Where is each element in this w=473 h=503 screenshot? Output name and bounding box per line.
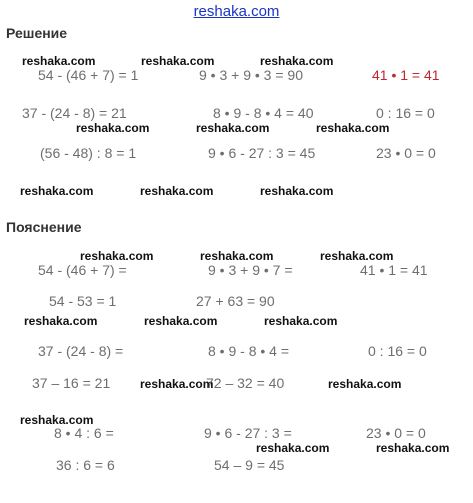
solution-equation: 9 • 6 - 27 : 3 = 45 [208, 145, 316, 161]
explanation-equation: 54 – 9 = 45 [214, 457, 285, 473]
solution-heading: Решение [6, 25, 68, 41]
explanation-equation: 37 - (24 - 8) = [38, 343, 124, 359]
solution-equation: 8 • 9 - 8 • 4 = 40 [213, 105, 314, 121]
watermark: reshaka.com [140, 377, 214, 391]
watermark: reshaka.com [144, 314, 218, 328]
watermark: reshaka.com [20, 184, 94, 198]
solution-equation: 0 : 16 = 0 [376, 105, 435, 121]
explanation-equation: 0 : 16 = 0 [368, 343, 427, 359]
explanation-equation: 27 + 63 = 90 [196, 293, 275, 309]
explanation-equation: 9 • 6 - 27 : 3 = [204, 425, 292, 441]
solution-equation: 41 • 1 = 41 [372, 67, 440, 83]
explanation-heading: Пояснение [6, 219, 82, 235]
watermark: reshaka.com [320, 249, 394, 263]
watermark: reshaka.com [141, 54, 215, 68]
explanation-equation: 54 - 53 = 1 [49, 293, 117, 309]
watermark: reshaka.com [316, 121, 390, 135]
explanation-equation: 54 - (46 + 7) = [38, 262, 127, 278]
watermark: reshaka.com [328, 377, 402, 391]
watermark: reshaka.com [22, 54, 96, 68]
watermark: reshaka.com [76, 121, 150, 135]
explanation-equation: 8 • 4 : 6 = [54, 425, 114, 441]
watermark: reshaka.com [256, 441, 330, 455]
watermark: reshaka.com [196, 121, 270, 135]
watermark: reshaka.com [140, 184, 214, 198]
watermark: reshaka.com [24, 314, 98, 328]
watermark: reshaka.com [264, 314, 338, 328]
solution-equation: 9 • 3 + 9 • 3 = 90 [199, 67, 303, 83]
explanation-equation: 37 – 16 = 21 [32, 375, 111, 391]
watermark: reshaka.com [80, 249, 154, 263]
explanation-equation: 9 • 3 + 9 • 7 = [208, 262, 293, 278]
watermark: reshaka.com [376, 441, 450, 455]
explanation-equation: 23 • 0 = 0 [366, 425, 426, 441]
watermark: reshaka.com [200, 249, 274, 263]
explanation-equation: 8 • 9 - 8 • 4 = [208, 343, 290, 359]
explanation-equation: 72 – 32 = 40 [206, 375, 285, 391]
explanation-equation: 36 : 6 = 6 [56, 457, 115, 473]
watermark: reshaka.com [20, 413, 94, 427]
watermark: reshaka.com [260, 54, 334, 68]
solution-equation: 23 • 0 = 0 [376, 145, 436, 161]
solution-equation: 54 - (46 + 7) = 1 [38, 67, 139, 83]
watermark: reshaka.com [260, 184, 334, 198]
explanation-equation: 41 • 1 = 41 [360, 262, 428, 278]
solution-equation: 37 - (24 - 8) = 21 [22, 105, 127, 121]
site-title-link[interactable]: reshaka.com [193, 3, 280, 20]
solution-equation: (56 - 48) : 8 = 1 [40, 145, 137, 161]
